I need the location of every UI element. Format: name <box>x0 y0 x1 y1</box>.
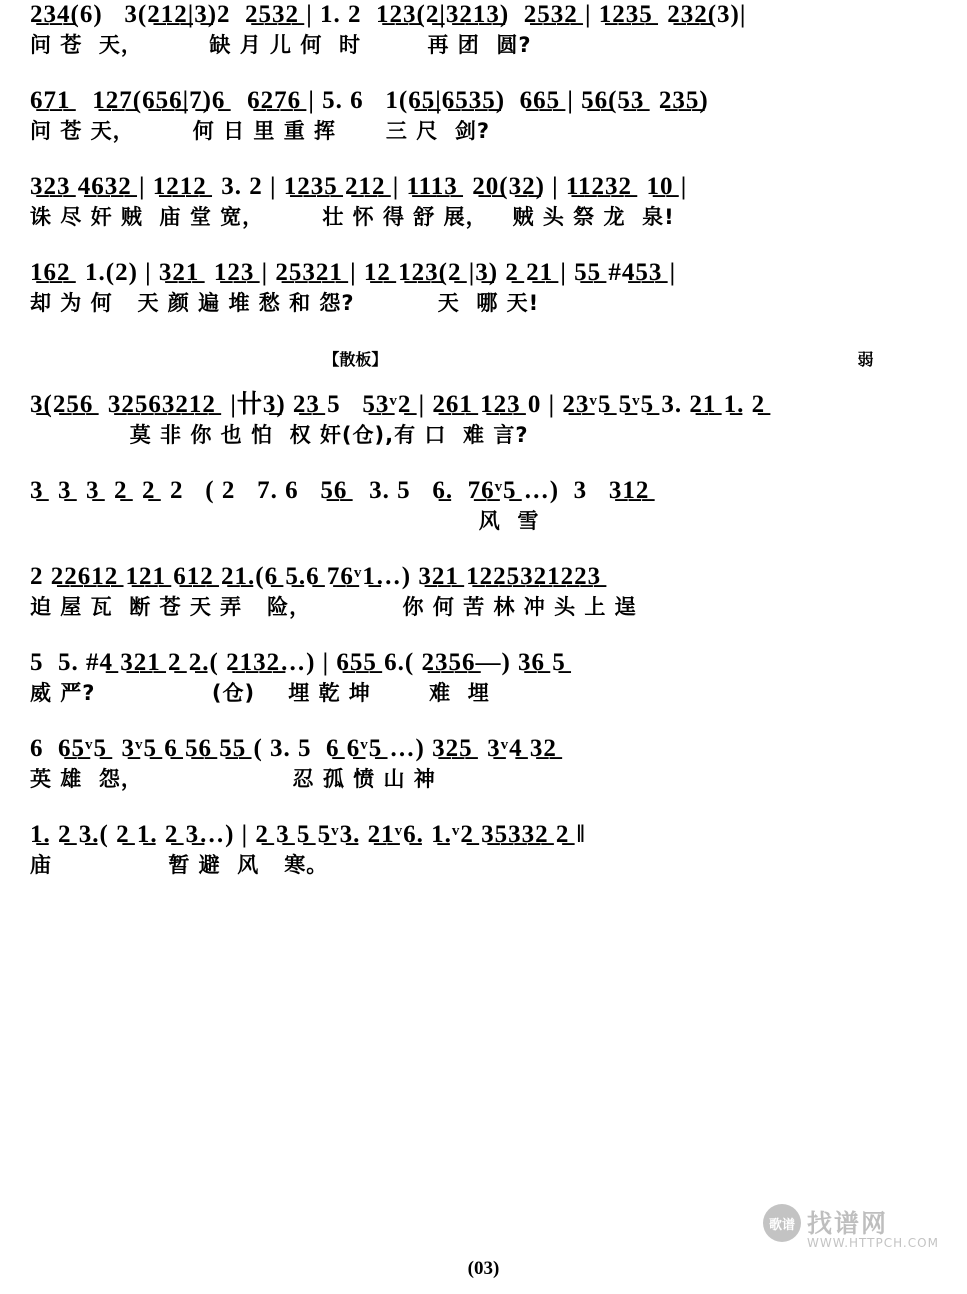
system-6 <box>0 476 967 536</box>
watermark-site-name: 找谱网 <box>807 1209 889 1238</box>
notes-row: 3̲ 3̲ 3̲ 2̲ 2̲ 2 ( 2 7. 6 5̲6̲ 3. 5 6̲. 7̲6̲ᵛ5̲ …) 3 3̲1̲2̲ <box>30 477 650 504</box>
notes-row: 6 6̲5̲ᵛ5̲ 3̲ᵛ5̲ 6̲ 5̲6̲ 5̲5̲ ( 3. 5 6̲ 6̲ᵛ5̲ …) 3̲2̲5̲ 3̲ᵛ4̲ 3̲2̲ <box>30 735 557 762</box>
lyric-row: 英 雄 怨， 忍 孤 愤 山 神 <box>30 767 436 791</box>
system-7 <box>0 562 967 622</box>
system-gap <box>0 536 967 562</box>
system-gap <box>0 60 967 86</box>
system-10 <box>0 820 967 880</box>
lyric-row: 问 苍 天， 何 日 里 重 挥 三 尺 剑? <box>30 119 491 143</box>
watermark-logo-icon: 歌谱 <box>763 1204 801 1242</box>
notes-row: 2̲3̲4̲(6) 3(2̲1̲2̲|3̲)2 2̲5̲3̲2̲ | 1. 2 1̲2̲3̲(2̲|3̲2̲1̲3̲) 2̲5̲3̲2̲ | 1̲2̲3̲5̲ 2̲3̲2̲(3)| <box>30 1 747 28</box>
dynamic-marking-weak: 弱 <box>857 350 874 369</box>
system-1 <box>0 0 967 60</box>
system-gap <box>0 622 967 648</box>
tempo-marking-row <box>0 330 967 390</box>
lyric-row: 庙 暂 避 风 寒。 <box>30 853 329 877</box>
lyric-row: 风 雪 <box>30 509 540 533</box>
page-number: (03) <box>467 1258 500 1279</box>
system-gap <box>0 450 967 476</box>
system-gap <box>0 232 967 258</box>
notes-row: 2 2̲2̲6̲1̲2̲ 1̲2̲1̲ 6̲1̲2̲ 2̲1̲.(6̲ 5̲.6̲ 7̲6̲ᵛ1̲…) 3̲2̲1̲ 1̲2̲2̲5̲3̲2̲1̲2̲2̲3̲ <box>30 563 602 590</box>
system-4 <box>0 258 967 318</box>
lyric-row: 却 为 何 天 颜 遍 堆 愁 和 怨? 天 哪 天! <box>30 291 540 315</box>
watermark <box>763 1202 953 1260</box>
system-5 <box>0 330 967 450</box>
lyric-row: 威 严? (仓) 埋 乾 坤 难 埋 <box>30 681 490 705</box>
notes-row: 3̲(2̲5̲6̲ 3̲2̲5̲6̲3̲2̲1̲2̲ |卄3̲) 2̲3̲ 5 5̲3̲ᵛ2̲ | 2̲6̲1̲ 1̲2̲3̲ 0 | 2̲3̲ᵛ5̲ 5̲ᵛ5̲ 3. 2̲1̲ 1̲. 2̲ <box>30 391 766 418</box>
system-gap <box>0 794 967 820</box>
watermark-url: WWW.HTTPCH.COM <box>807 1236 939 1250</box>
system-gap <box>0 708 967 734</box>
system-gap <box>0 146 967 172</box>
system-2 <box>0 86 967 146</box>
lyric-row: 迫 屋 瓦 断 苍 天 弄 险， 你 何 苦 林 冲 头 上 逞 <box>30 595 637 619</box>
notes-row: 6̲7̲1̲ 1̲2̲7̲(6̲5̲6̲|7̲)6̲ 6̲2̲7̲6̲ | 5. 6 1(6̲5̲|6̲5̲3̲5̲) 6̲6̲5̲ | 5̲6̲(5̲3̲ 2̲3̲5̲) <box>30 87 709 114</box>
lyric-row: 莫 非 你 也 怕 权 奸(仓),有 口 难 言? <box>30 423 529 447</box>
system-gap <box>0 318 967 330</box>
notes-row: 5 5. #4̲ 3̲2̲1̲ 2̲ 2̲.( 2̲1̲3̲2̲…) | 6̲5̲5̲ 6.( 2̲3̲5̲6̲—) 3̲6̲ 5̲ <box>30 649 566 676</box>
system-8 <box>0 648 967 708</box>
notes-row: 1̲6̲2̲ 1.(2) | 3̲2̲1̲ 1̲2̲3̲ | 2̲5̲3̲2̲1̲ | 1̲2̲ 1̲2̲3̲(2̲ |3̲) 2̲ 2̲1̲ | 5̲5̲ #4̲5̲3̲ | <box>30 259 677 286</box>
notes-row: 1̲. 2̲ 3̲.( 2̲ 1̲. 2̲ 3̲…) | 2̲ 3̲ 5̲ 5̲ᵛ3̲. 2̲1̲ᵛ6̲. 1̲.ᵛ2̲ 3̲5̲3̲3̲2̲ 2̲ ‖ <box>30 821 586 848</box>
lyric-row: 问 苍 天， 缺 月 儿 何 时 再 团 圆? <box>30 33 532 57</box>
tempo-marking-sanban: 【散板】 <box>323 350 388 369</box>
lyric-row: 诛 尽 奸 贼 庙 堂 宽， 壮 怀 得 舒 展， 贼 头 祭 龙 泉! <box>30 205 675 229</box>
system-9 <box>0 734 967 794</box>
system-3 <box>0 172 967 232</box>
notes-row: 3̲2̲3̲ 4̲6̲3̲2̲ | 1̲2̲1̲2̲ 3. 2 | 1̲2̲3̲5̲ 2̲1̲2̲ | 1̲1̲1̲3̲ 2̲0̲(3̲2̲) | 1̲1̲2̲3̲2̲ 1̲0̲ | <box>30 173 688 200</box>
